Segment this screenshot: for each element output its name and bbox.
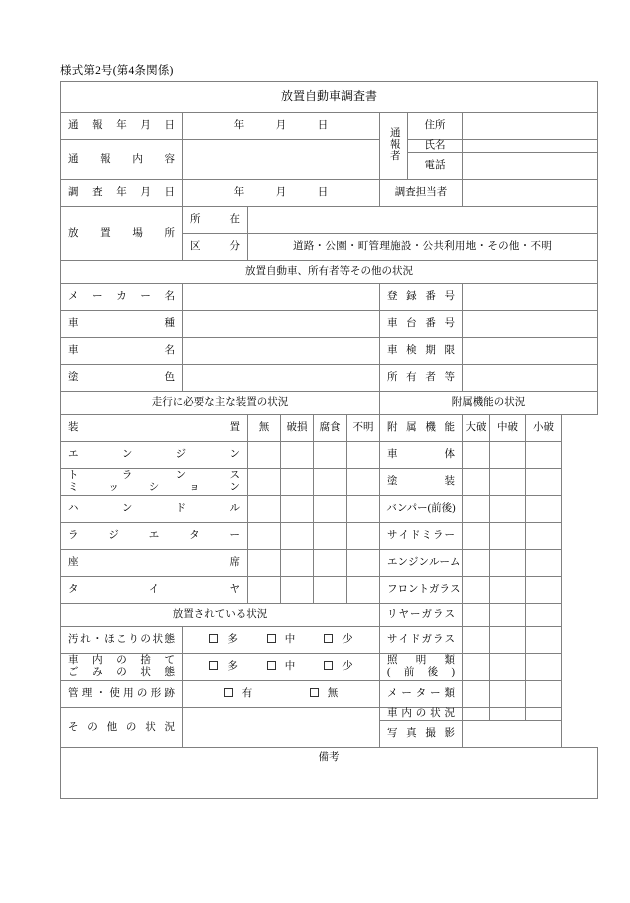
checkbox-icon[interactable] bbox=[310, 688, 319, 697]
device-label bbox=[61, 442, 248, 469]
device-label-text: タ イ ヤ bbox=[68, 584, 240, 596]
accessory-label-text: サ イ ド ミ ラ ー bbox=[387, 530, 455, 542]
device-label bbox=[61, 577, 248, 604]
accessory-cell-major[interactable] bbox=[463, 708, 490, 721]
accessory-cell-medium[interactable] bbox=[490, 681, 526, 708]
abandon-heading-row bbox=[61, 604, 598, 627]
accessory-cell-medium[interactable] bbox=[490, 604, 526, 627]
device-cell-unknown[interactable] bbox=[347, 496, 380, 523]
registration-number-label-text: 登 録 番 号 bbox=[387, 291, 455, 303]
accessory-cell-major[interactable] bbox=[463, 469, 490, 496]
usage-trace-options[interactable] bbox=[183, 681, 380, 708]
device-column-header-corroded: 腐食 bbox=[314, 415, 347, 442]
location-address-label-text: 所 在 bbox=[190, 214, 240, 226]
accessory-label-text: エ ン ジ ン ル ー ム bbox=[387, 557, 461, 569]
accessory-cell-medium[interactable] bbox=[490, 496, 526, 523]
accessory-cell-medium[interactable] bbox=[490, 442, 526, 469]
abandon-trash-row bbox=[61, 654, 598, 681]
reporter-phone-label: 電話 bbox=[408, 153, 463, 180]
vehicle-name-label bbox=[61, 338, 183, 365]
accessory-cell-minor[interactable] bbox=[526, 577, 562, 604]
accessory-cell-major[interactable] bbox=[463, 604, 490, 627]
dirt-checkbox-group bbox=[183, 634, 379, 646]
device-cell-damaged[interactable] bbox=[281, 442, 314, 469]
checkbox-icon[interactable] bbox=[209, 661, 218, 670]
vehicle-maker-row bbox=[61, 284, 598, 311]
checkbox-icon[interactable] bbox=[267, 634, 276, 643]
survey-date-placeholder bbox=[218, 187, 344, 199]
status-row bbox=[61, 577, 598, 604]
device-cell-unknown[interactable] bbox=[347, 550, 380, 577]
device-cell-corroded[interactable] bbox=[314, 469, 347, 496]
status-row bbox=[61, 496, 598, 523]
trash-condition-label bbox=[61, 654, 183, 681]
form-number: 様式第2号(第4条関係) bbox=[60, 65, 174, 77]
accessory-cell-major[interactable] bbox=[463, 681, 490, 708]
reporter-address-label: 住所 bbox=[408, 113, 463, 140]
status-row bbox=[61, 523, 598, 550]
device-column-header-name bbox=[61, 415, 248, 442]
report-date-label bbox=[61, 113, 183, 140]
abandon-usage-row bbox=[61, 681, 598, 708]
trash-option-medium[interactable] bbox=[267, 661, 296, 673]
dirt-condition-label-text: 汚 れ ・ ほ こ り の 状 態 bbox=[68, 634, 175, 646]
accessory-cell-major[interactable] bbox=[463, 550, 490, 577]
vehicle-section-heading: 放置自動車、所有者等その他の状況 bbox=[61, 261, 598, 284]
reporter-phone-value[interactable] bbox=[463, 153, 598, 180]
vehicle-name-row bbox=[61, 338, 598, 365]
accessory-label-text: フ ロ ン ト ガ ラ ス bbox=[387, 584, 461, 596]
survey-date-value[interactable] bbox=[183, 180, 380, 207]
accessory-label bbox=[380, 681, 463, 708]
photo-label-text: 写 真 撮 影 bbox=[387, 728, 455, 740]
vehicle-maker-value[interactable] bbox=[183, 284, 380, 311]
remarks-label[interactable]: 備考 bbox=[61, 748, 598, 799]
device-cell-unknown[interactable] bbox=[347, 469, 380, 496]
dirt-option-medium[interactable] bbox=[267, 634, 296, 646]
lighting-label-line2: ( 前 後 ) bbox=[387, 667, 455, 679]
accessory-cell-minor[interactable] bbox=[526, 550, 562, 577]
year-label: 年 bbox=[233, 119, 245, 131]
trash-label-line2: ご み の 状 態 bbox=[68, 667, 175, 679]
survey-date-label-text: 調 査 年 月 日 bbox=[68, 187, 175, 199]
device-label bbox=[61, 523, 248, 550]
vehicle-type-label bbox=[61, 311, 183, 338]
month-label: 月 bbox=[275, 119, 287, 131]
device-label bbox=[61, 550, 248, 577]
accessory-cell-minor[interactable] bbox=[526, 604, 562, 627]
dirt-option-few-label: 少 bbox=[342, 634, 353, 646]
location-address-row bbox=[61, 207, 598, 234]
report-content-label bbox=[61, 140, 183, 180]
usage-option-yes-label: 有 bbox=[241, 688, 253, 700]
device-cell-unknown[interactable] bbox=[347, 523, 380, 550]
location-category-label bbox=[183, 234, 248, 261]
checkbox-icon[interactable] bbox=[209, 634, 218, 643]
dirt-option-medium-label: 中 bbox=[284, 634, 296, 646]
device-column-header-none: 無 bbox=[248, 415, 281, 442]
inspection-expiry-label-text: 車 検 期 限 bbox=[387, 345, 455, 357]
other-condition-label-text: そ の 他 の 状 況 bbox=[68, 721, 175, 733]
accessory-column-header-minor: 小破 bbox=[526, 415, 562, 442]
accessory-cell-medium[interactable] bbox=[490, 469, 526, 496]
title-row bbox=[61, 82, 598, 113]
usage-checkbox-group bbox=[183, 688, 379, 700]
device-label-text: 座 席 bbox=[68, 557, 240, 569]
device-cell-none[interactable] bbox=[248, 577, 281, 604]
vehicle-name-label-text: 車 名 bbox=[68, 345, 175, 357]
vehicle-type-value[interactable] bbox=[183, 311, 380, 338]
report-date-row bbox=[61, 113, 598, 140]
accessory-column-header-name-text: 附 属 機 能 bbox=[387, 422, 455, 434]
trash-option-few-label: 少 bbox=[342, 661, 353, 673]
device-cell-damaged[interactable] bbox=[281, 550, 314, 577]
chassis-number-label bbox=[380, 311, 463, 338]
usage-trace-label bbox=[61, 681, 183, 708]
accessory-cell-minor[interactable] bbox=[526, 469, 562, 496]
day-label: 日 bbox=[317, 119, 329, 131]
device-column-header-damaged: 破損 bbox=[281, 415, 314, 442]
survey-year-label: 年 bbox=[233, 187, 245, 199]
trash-condition-label-text bbox=[61, 654, 182, 680]
accessory-cell-minor[interactable] bbox=[526, 654, 562, 681]
accessory-cell-major[interactable] bbox=[463, 577, 490, 604]
survey-day-label: 日 bbox=[317, 187, 329, 199]
usage-option-yes[interactable] bbox=[224, 688, 253, 700]
vehicle-section-heading-row bbox=[61, 261, 598, 284]
device-label-line1: ト ラ ン ス bbox=[68, 470, 240, 482]
survey-month-label: 月 bbox=[275, 187, 287, 199]
trash-condition-options[interactable] bbox=[183, 654, 380, 681]
vehicle-type-row bbox=[61, 311, 598, 338]
abandoned-vehicle-survey-form bbox=[60, 81, 598, 799]
device-cell-corroded[interactable] bbox=[314, 496, 347, 523]
device-cell-damaged[interactable] bbox=[281, 496, 314, 523]
accessory-cell-medium[interactable] bbox=[490, 627, 526, 654]
date-placeholder bbox=[218, 120, 344, 132]
other-condition-value[interactable] bbox=[183, 708, 380, 748]
report-content-label-text: 通 報 内 容 bbox=[68, 153, 175, 165]
trash-checkbox-group bbox=[183, 661, 379, 673]
accessory-label-text bbox=[380, 654, 462, 680]
report-content-row bbox=[61, 140, 598, 153]
status-column-headers-row bbox=[61, 415, 598, 442]
accessory-cell-minor[interactable] bbox=[526, 442, 562, 469]
accessory-cell-major[interactable] bbox=[463, 496, 490, 523]
device-section-heading: 走行に必要な主な装置の状況 bbox=[61, 392, 380, 415]
checkbox-icon[interactable] bbox=[324, 634, 333, 643]
accessory-label-text: 車 体 bbox=[387, 449, 455, 461]
report-date-value[interactable] bbox=[183, 113, 380, 140]
vehicle-color-value[interactable] bbox=[183, 365, 380, 392]
device-cell-corroded[interactable] bbox=[314, 523, 347, 550]
accessory-label bbox=[380, 469, 463, 496]
inspection-expiry-label bbox=[380, 338, 463, 365]
accessory-label-text: サ イ ド ガ ラ ス bbox=[387, 634, 455, 646]
trash-option-many[interactable] bbox=[209, 661, 238, 673]
registration-number-label bbox=[380, 284, 463, 311]
location-address-label bbox=[183, 207, 248, 234]
lighting-label-line1: 照 明 類 bbox=[387, 655, 455, 667]
device-label-text: ラ ジ エ タ ー bbox=[68, 530, 240, 542]
accessory-cell-major[interactable] bbox=[463, 523, 490, 550]
accessory-cell-minor[interactable] bbox=[526, 627, 562, 654]
accessory-section-heading: 附属機能の状況 bbox=[380, 392, 598, 415]
accessory-label bbox=[380, 550, 463, 577]
device-cell-damaged[interactable] bbox=[281, 577, 314, 604]
accessory-cell-medium[interactable] bbox=[490, 708, 526, 721]
reporter-name-label: 氏名 bbox=[408, 140, 463, 153]
accessory-label bbox=[380, 654, 463, 681]
device-cell-none[interactable] bbox=[248, 442, 281, 469]
accessory-label bbox=[380, 604, 463, 627]
device-cell-corroded[interactable] bbox=[314, 442, 347, 469]
usage-option-no[interactable] bbox=[310, 688, 339, 700]
vehicle-maker-label bbox=[61, 284, 183, 311]
device-cell-unknown[interactable] bbox=[347, 442, 380, 469]
accessory-cell-minor[interactable] bbox=[526, 496, 562, 523]
trash-label-line1: 車 内 の 捨 て bbox=[68, 655, 175, 667]
vehicle-color-label bbox=[61, 365, 183, 392]
reporter-label bbox=[380, 113, 408, 180]
location-category-value[interactable]: 道路・公園・町管理施設・公共利用地・その他・不明 bbox=[248, 234, 598, 261]
device-cell-none[interactable] bbox=[248, 523, 281, 550]
device-label-text: エ ン ジ ン bbox=[68, 449, 240, 461]
accessory-label-text: 塗 装 bbox=[387, 476, 455, 488]
vehicle-color-label-text: 塗 色 bbox=[68, 372, 175, 384]
accessory-column-header-medium: 中破 bbox=[490, 415, 526, 442]
registration-number-value[interactable] bbox=[463, 284, 598, 311]
accessory-label: バンパー(前後) bbox=[380, 496, 463, 523]
dirt-option-many[interactable] bbox=[209, 634, 238, 646]
remarks-row bbox=[61, 748, 598, 799]
reporter-address-value[interactable] bbox=[463, 113, 598, 140]
device-label bbox=[61, 496, 248, 523]
accessory-label bbox=[380, 523, 463, 550]
accessory-label bbox=[380, 442, 463, 469]
accessory-cell-minor[interactable] bbox=[526, 708, 562, 721]
device-cell-damaged[interactable] bbox=[281, 469, 314, 496]
owner-value[interactable] bbox=[463, 365, 598, 392]
accessory-label-text: メ ー タ ー 類 bbox=[387, 688, 455, 700]
chassis-number-label-text: 車 台 番 号 bbox=[387, 318, 455, 330]
usage-option-no-label: 無 bbox=[327, 688, 339, 700]
device-cell-unknown[interactable] bbox=[347, 577, 380, 604]
status-row bbox=[61, 442, 598, 469]
owner-label-text: 所 有 者 等 bbox=[387, 372, 455, 384]
photo-label bbox=[380, 721, 463, 748]
accessory-label-text: 車 内 の 状 況 bbox=[387, 708, 455, 720]
accessory-label bbox=[380, 627, 463, 654]
vehicle-name-value[interactable] bbox=[183, 338, 380, 365]
accessory-cell-medium[interactable] bbox=[490, 654, 526, 681]
device-cell-corroded[interactable] bbox=[314, 577, 347, 604]
abandon-dirt-row bbox=[61, 627, 598, 654]
trash-option-many-label: 多 bbox=[227, 661, 238, 673]
accessory-label-text: リ ヤ ー ガ ラ ス bbox=[387, 609, 455, 621]
photo-value[interactable] bbox=[463, 721, 562, 748]
status-row bbox=[61, 550, 598, 577]
report-date-label-text: 通 報 年 月 日 bbox=[68, 119, 175, 131]
device-column-header-unknown: 不明 bbox=[347, 415, 380, 442]
accessory-cell-major[interactable] bbox=[463, 627, 490, 654]
accessory-cell-medium[interactable] bbox=[490, 577, 526, 604]
dirt-option-many-label: 多 bbox=[227, 634, 238, 646]
vehicle-color-row bbox=[61, 365, 598, 392]
report-content-value[interactable] bbox=[183, 140, 380, 180]
accessory-cell-minor[interactable] bbox=[526, 523, 562, 550]
survey-date-label bbox=[61, 180, 183, 207]
vehicle-maker-label-text: メ ー カ ー 名 bbox=[68, 291, 175, 303]
device-column-header-name-text: 装 置 bbox=[68, 422, 240, 434]
checkbox-icon[interactable] bbox=[324, 661, 333, 670]
chassis-number-value[interactable] bbox=[463, 311, 598, 338]
status-row bbox=[61, 469, 598, 496]
device-label-text bbox=[61, 469, 247, 495]
usage-trace-label-text: 管 理 ・ 使 用 の 形 跡 bbox=[68, 688, 175, 700]
dirt-condition-options[interactable] bbox=[183, 627, 380, 654]
abandon-section-heading: 放置されている状況 bbox=[61, 604, 380, 627]
device-cell-none[interactable] bbox=[248, 469, 281, 496]
survey-date-row bbox=[61, 180, 598, 207]
accessory-column-header-name bbox=[380, 415, 463, 442]
reporter-label-text: 通報者 bbox=[388, 126, 400, 162]
other-condition-row bbox=[61, 708, 598, 721]
device-cell-none[interactable] bbox=[248, 496, 281, 523]
vehicle-type-label-text: 車 種 bbox=[68, 318, 175, 330]
device-label bbox=[61, 469, 248, 496]
owner-label bbox=[380, 365, 463, 392]
device-cell-none[interactable] bbox=[248, 550, 281, 577]
location-label bbox=[61, 207, 183, 261]
other-condition-label bbox=[61, 708, 183, 748]
accessory-cell-major[interactable] bbox=[463, 654, 490, 681]
trash-option-medium-label: 中 bbox=[284, 661, 296, 673]
device-cell-damaged[interactable] bbox=[281, 523, 314, 550]
device-label-text: ハ ン ド ル bbox=[68, 503, 240, 515]
accessory-cell-minor[interactable] bbox=[526, 681, 562, 708]
accessory-cell-major[interactable] bbox=[463, 442, 490, 469]
accessory-cell-medium[interactable] bbox=[490, 550, 526, 577]
location-category-label-text: 区 分 bbox=[190, 241, 240, 253]
accessory-label bbox=[380, 577, 463, 604]
surveyor-value[interactable] bbox=[463, 180, 598, 207]
device-cell-corroded[interactable] bbox=[314, 550, 347, 577]
status-section-headings-row bbox=[61, 392, 598, 415]
surveyor-label: 調査担当者 bbox=[380, 180, 463, 207]
accessory-label bbox=[380, 708, 463, 721]
dirt-option-few[interactable] bbox=[324, 634, 353, 646]
accessory-column-header-major: 大破 bbox=[463, 415, 490, 442]
inspection-expiry-value[interactable] bbox=[463, 338, 598, 365]
reporter-name-value[interactable] bbox=[463, 140, 598, 153]
checkbox-icon[interactable] bbox=[267, 661, 276, 670]
location-label-text: 放 置 場 所 bbox=[68, 227, 175, 239]
accessory-cell-medium[interactable] bbox=[490, 523, 526, 550]
form-title: 放置自動車調査書 bbox=[61, 82, 598, 113]
checkbox-icon[interactable] bbox=[224, 688, 233, 697]
location-address-value[interactable] bbox=[248, 207, 598, 234]
device-label-line2: ミ ッ シ ョ ン bbox=[68, 482, 240, 494]
trash-option-few[interactable] bbox=[324, 661, 353, 673]
dirt-condition-label bbox=[61, 627, 183, 654]
